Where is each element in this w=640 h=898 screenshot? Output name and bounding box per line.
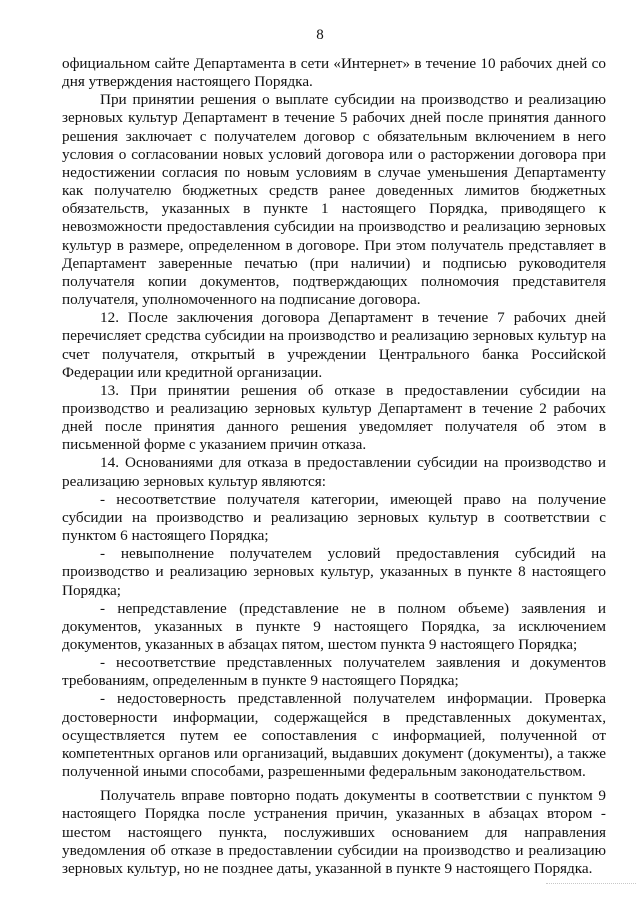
paragraph-item-13: 13. При принятии решения об отказе в предоставлении субсидии на производство и реализацию зерновых культур Департамент в течение 2 рабочих дней после принятия данного решения уведомляет получателя об этом в письменной форме с указанием причин отказа.	[62, 381, 606, 454]
paragraph-resubmission: Получатель вправе повторно подать документы в соответствии с пунктом 9 настоящего Порядка после устранения причин, указанных в абзацах втором - шестом настоящего пункта, послуживших основанием для направления уведомления об отказе в предоставлении субсидии на производство и реализацию зерновых культур, но не позднее даты, указанной в пункте 9 настоящего Порядка.	[62, 787, 606, 877]
page-number: 8	[316, 27, 324, 43]
list-item-refusal-ground-1: - несоответствие получателя категории, имеющей право на получение субсидии на производство и реализацию зерновых культур в соответствии с пунктом 6 настоящего Порядка;	[62, 490, 606, 545]
list-item-refusal-ground-5: - недостоверность представленной получателем информации. Проверка достоверности информации, содержащейся в представленных документах, осуществляется путем ее сопоставления с информацией, полученной от компетентных органов или организаций, выдавших документ (документы), а также полученной иными способами, разрешенными федеральным законодательством.	[62, 690, 606, 781]
paragraph-contract-conclusion: При принятии решения о выплате субсидии на производство и реализацию зерновых культур Департамент в течение 5 рабочих дней после принятия данного решения заключает с получателем договор с обязательным включением в него условия о согласовании новых условий договора или о расторжении договора при недостижении согласия по новым условиям в случае уменьшения Департаменту как получателю бюджетных средств ранее доведенных лимитов бюджетных обязательств, указанных в пункте 1 настоящего Порядка, приводящего к невозможности предоставления субсидии на производство и реализацию зерновых культур в размере, определенном в договоре. При этом получатель представляет в Департамент заверенные печатью (при наличии) и подписью руководителя получателя копии документов, подтверждающих полномочия представителя получателя, уполномоченного на подписание договора.	[62, 91, 606, 309]
paragraph-item-14: 14. Основаниями для отказа в предоставлении субсидии на производство и реализацию зерновых культур являются:	[62, 454, 606, 490]
list-item-refusal-ground-3: - непредставление (представление не в полном объеме) заявления и документов, указанных в пункте 9 настоящего Порядка, за исключением документов, указанных в абзацах пятом, шестом пункта 9 настоящего Порядка;	[62, 599, 606, 653]
document-body	[62, 55, 606, 878]
scan-margin-mark	[546, 880, 636, 884]
paragraph-item-12: 12. После заключения договора Департамент в течение 7 рабочих дней перечисляет средства субсидии на производство и реализацию зерновых культур на счет получателя, открытый в учреждении Центрального банка Российской Федерации или кредитной организации.	[62, 309, 606, 381]
list-item-refusal-ground-4: - несоответствие представленных получателем заявления и документов требованиям, определенным в пункте 9 настоящего Порядка;	[62, 654, 606, 690]
list-item-refusal-ground-2: - невыполнение получателем условий предоставления субсидий на производство и реализацию зерновых культур, указанных в пункте 8 настоящего Порядка;	[62, 545, 606, 599]
paragraph-continuation: официальном сайте Департамента в сети «Интернет» в течение 10 рабочих дней со дня утверждения настоящего Порядка.	[62, 55, 606, 91]
